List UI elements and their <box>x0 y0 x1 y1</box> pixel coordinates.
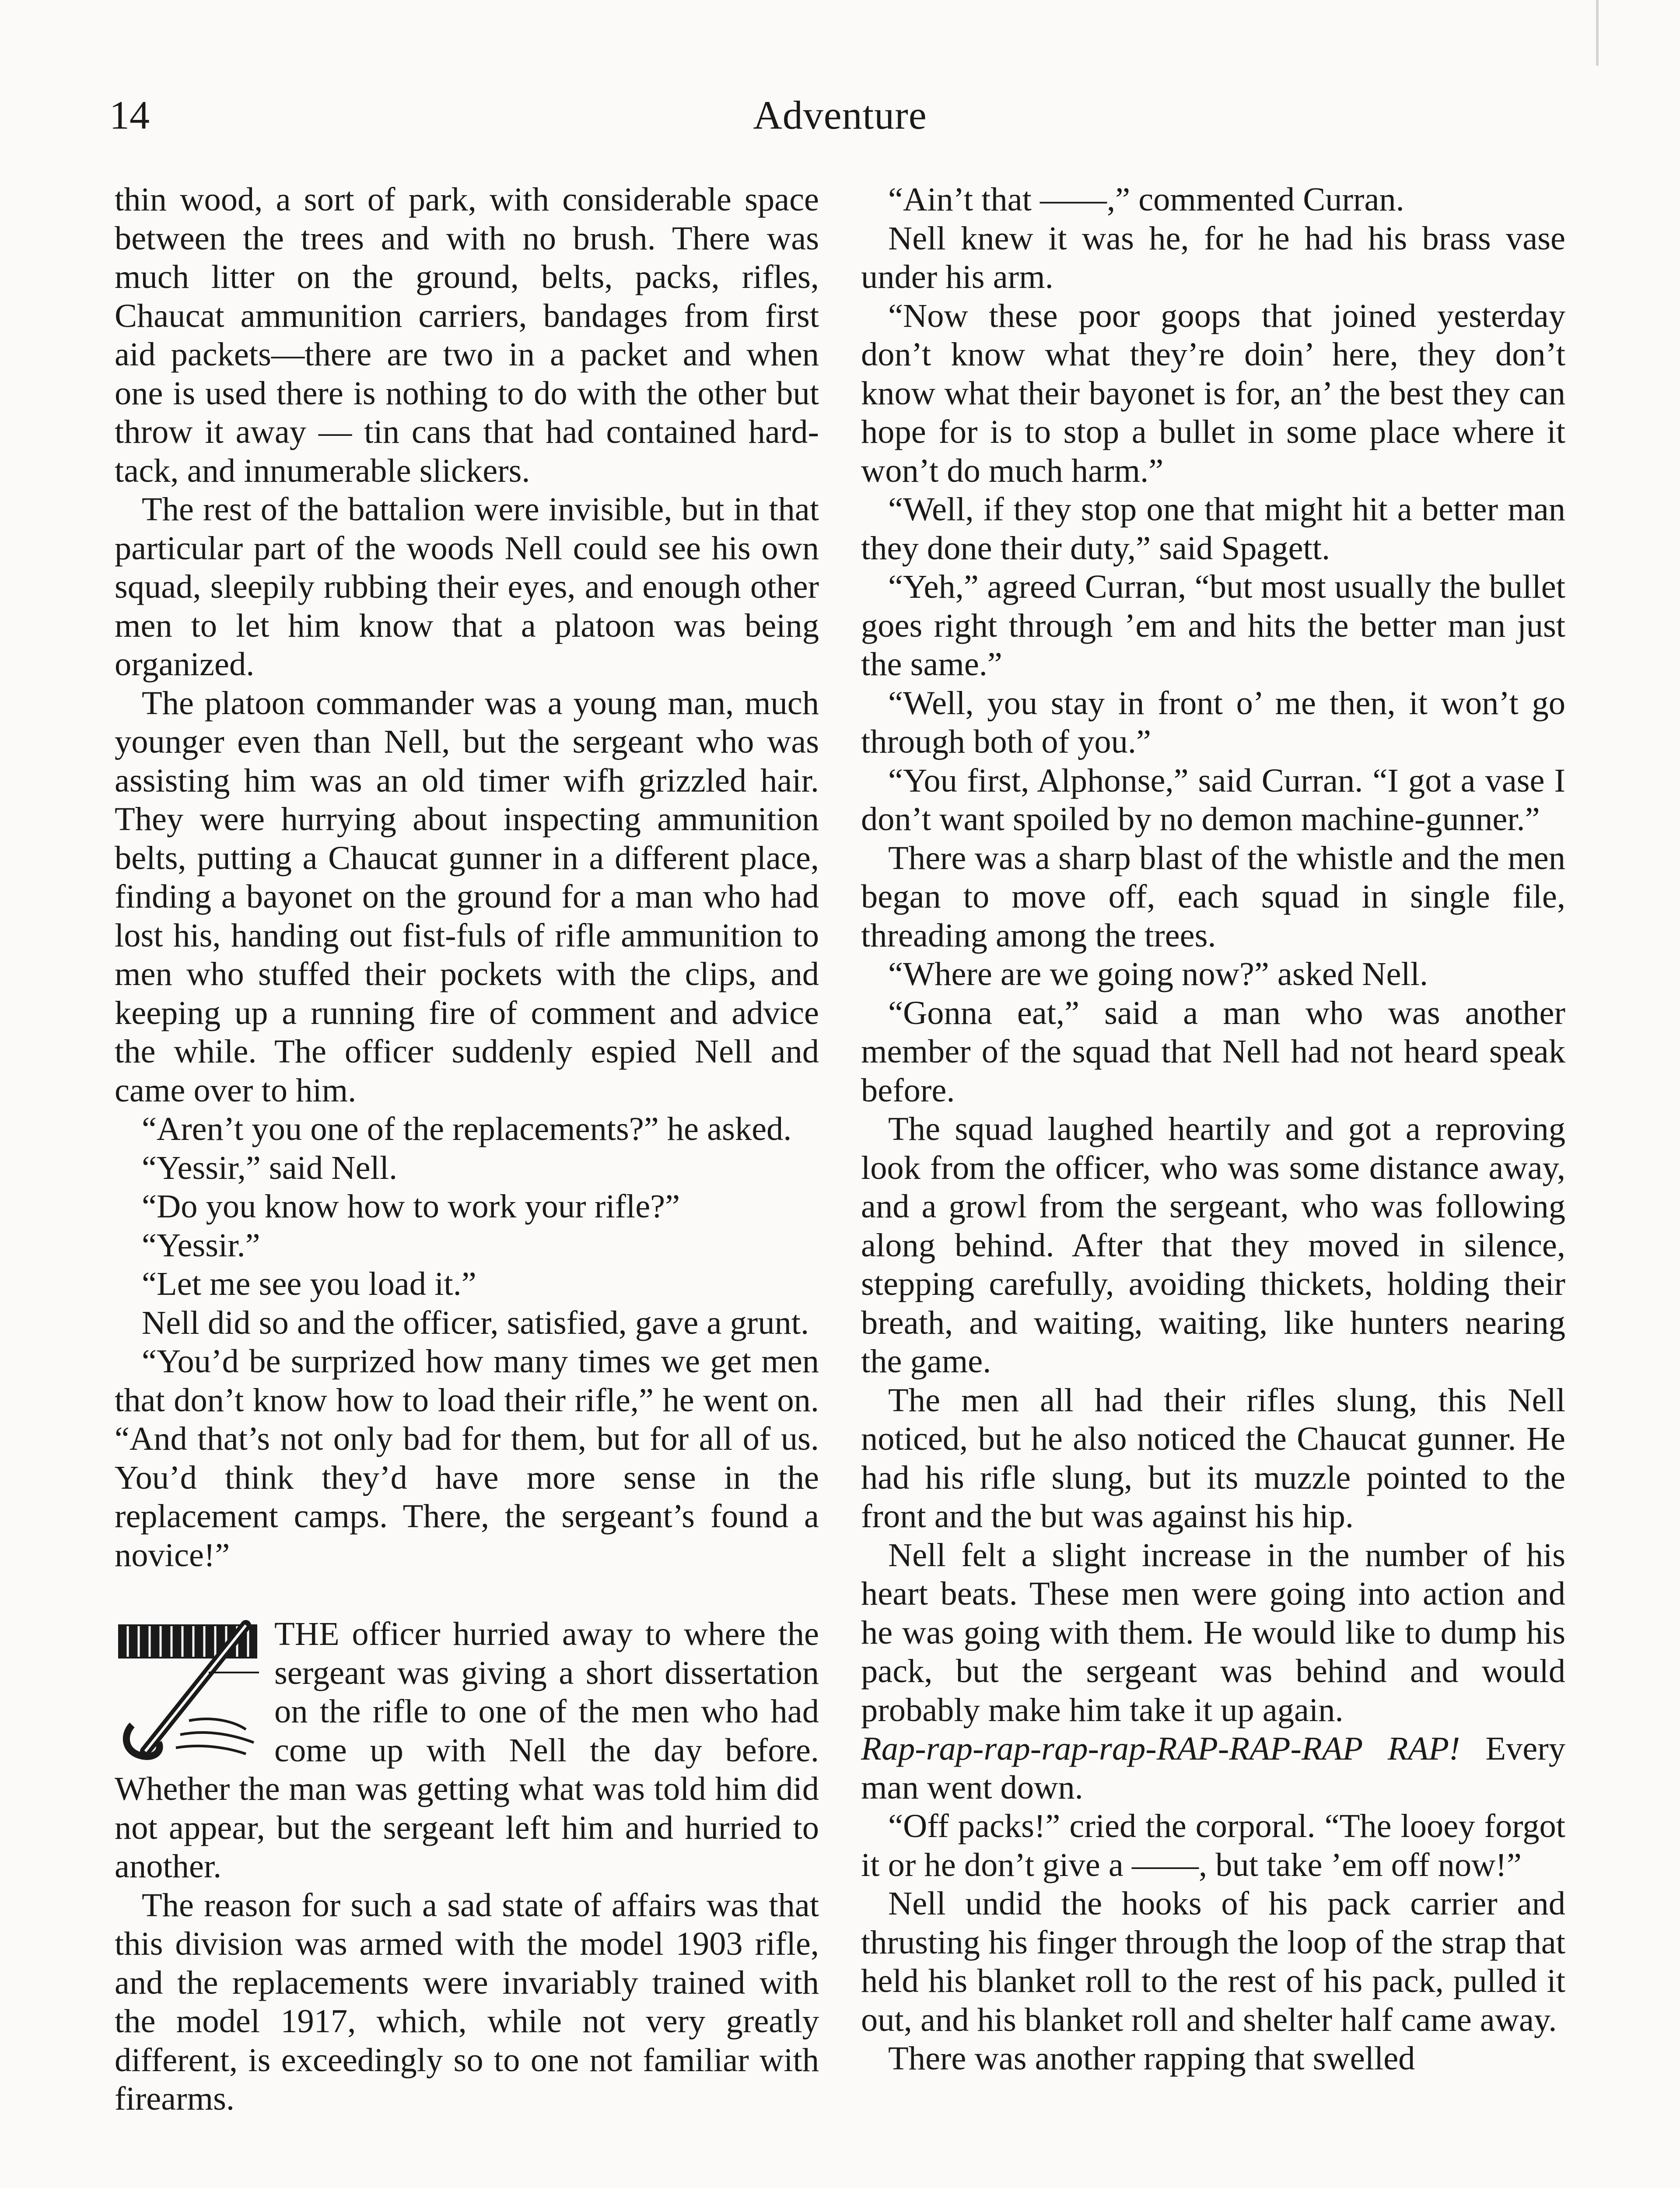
paragraph: “Off packs!” cried the corporal. “The looey forgot it or he don’t give a ——, but take ’em off now!” <box>861 1807 1565 1883</box>
paragraph: “Yessir.” <box>142 1226 260 1264</box>
paragraph: “Yessir,” said Nell. <box>142 1149 398 1186</box>
paragraph: “Aren’t you one of the replacements?” he asked. <box>142 1110 792 1147</box>
paragraph-text: Every man went down. <box>861 1730 1565 1806</box>
paragraph: “You’d be surprized how many times we get men that don’t know how to load their rifle,” he went on. “And that’s not only bad for them, but for all of us. You’d think they’d have more sense in the replacement camps. There, the sergeant’s found a novice!” <box>115 1343 819 1574</box>
paragraph: “Well, you stay in front o’ me then, it won’t go through both of you.” <box>861 684 1565 760</box>
paragraph: “Ain’t that ——,” commented Curran. <box>888 181 1404 218</box>
paragraph: There was a sharp blast of the whistle and the men began to move off, each squad in single file, threading among the trees. <box>861 839 1565 954</box>
running-header <box>109 83 1571 144</box>
paragraph: Nell knew it was he, for he had his brass vase under his arm. <box>861 219 1565 295</box>
running-title: Adventure <box>753 93 927 137</box>
paragraph: The men all had their rifles slung, this Nell noticed, but he also noticed the Chaucat gunner. He had his rifle slung, but its muzzle pointed to the front and the but was against his hip. <box>861 1381 1565 1535</box>
paragraph: Nell undid the hooks of his pack carrier and thrusting his finger through the loop of the strap that held his blanket roll to the rest of his pack, pulled it out, and his blanket roll and shelter half came away. <box>861 1885 1565 2038</box>
paragraph: “Do you know how to work your rifle?” <box>142 1188 680 1225</box>
right-column <box>861 180 1565 2078</box>
paragraph: “Let me see you load it.” <box>142 1265 476 1302</box>
paragraph: The reason for such a sad state of affairs was that this division was armed with the model 1903 rifle, and the replacements were invariably trained with the model 1917, which, while not very greatly different, is exceedingly so to one not familiar with firearms. <box>115 1886 819 2117</box>
rifle-dropcap-illustration <box>115 1620 266 1762</box>
paragraph: “Now these poor goops that joined yesterday don’t know what they’re doin’ here, they don’t know what their bayonet is for, an’ the best they can hope for is to stop a bullet in some place where it won’t do much harm.” <box>861 297 1565 489</box>
dropcap-paragraph <box>115 1615 819 1886</box>
paragraph: “Yeh,” agreed Curran, “but most usually the bullet goes right through ’em and hits the better man just the same.” <box>861 568 1565 683</box>
paragraph: There was another rapping that swelled <box>888 2040 1415 2077</box>
paragraph: Nell did so and the officer, satisfied, gave a grunt. <box>142 1304 809 1341</box>
paragraph: “Gonna eat,” said a man who was another member of the squad that Nell had not heard speak before. <box>861 994 1565 1109</box>
left-column <box>115 180 819 2118</box>
paragraph: Nell felt a slight increase in the number of his heart beats. These men were going into action and he was going with them. He would like to dump his pack, but the sergeant was behind and would probably make him take it up again. <box>861 1536 1565 1729</box>
paragraph-text: THE officer hurried away to where the sergeant was giving a short dissertation on the rifle to one of the men who had come up with Nell the day before. Whether the man was getting what was told him did not appear, but the sergeant left him and hurried to another. <box>115 1615 819 1885</box>
page-number: 14 <box>109 93 150 137</box>
paragraph: “You first, Alphonse,” said Curran. “I got a vase I don’t want spoiled by no demon machine-gunner.” <box>861 761 1565 838</box>
page-edge <box>1596 0 1599 66</box>
paragraph <box>861 1729 1565 1807</box>
paragraph: The platoon commander was a young man, much younger even than Nell, but the sergeant who was assisting him was an old timer wifh grizzled hair. They were hurrying about inspecting ammunition belts, putting a Chaucat gunner in a different place, finding a bayonet on the ground for a man who had lost his, handing out fist-fuls of rifle ammunition to men who stuffed their pockets with the clips, and keeping up a running fire of comment and advice the while. The officer suddenly espied Nell and came over to him. <box>115 684 819 1109</box>
paragraph: thin wood, a sort of park, with considerable space between the trees and with no brush. There was much litter on the ground, belts, packs, rifles, Chaucat ammunition carriers, bandages from first aid packets—there are two in a packet and when one is used there is nothing to do with the other but throw it away — tin cans that had contained hard-tack, and innumerable slickers. <box>115 181 819 489</box>
paragraph: The rest of the battalion were invisible, but in that particular part of the woods Nell could see his own squad, sleepily rubbing their eyes, and enough other men to let him know that a platoon was being organized. <box>115 491 819 683</box>
paragraph: The squad laughed heartily and got a reproving look from the officer, who was some distance away, and a growl from the sergeant, who was following along behind. After that they moved in silence, stepping carefully, avoiding thickets, holding their breath, and waiting, waiting, like hunters nearing the game. <box>861 1110 1565 1380</box>
gunfire-sound-text: Rap-rap-rap-rap-rap-RAP-RAP-RAP RAP! <box>861 1730 1460 1767</box>
paragraph: “Well, if they stop one that might hit a better man they done their duty,” said Spagett. <box>861 491 1565 567</box>
paragraph: “Where are we going now?” asked Nell. <box>888 955 1428 992</box>
